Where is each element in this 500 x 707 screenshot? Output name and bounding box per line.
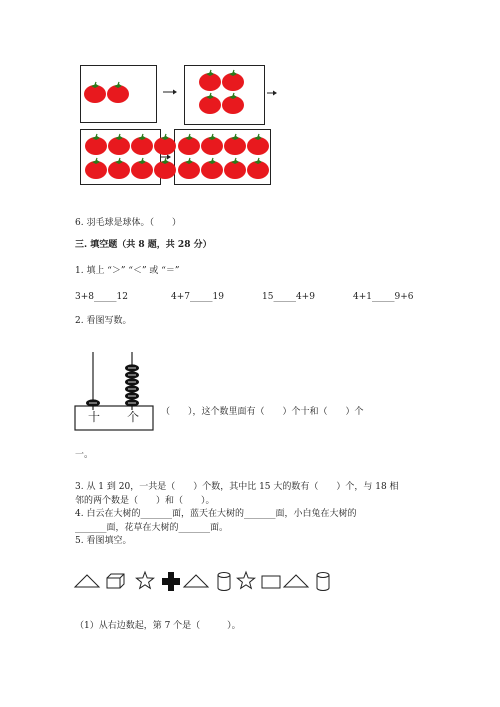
q4-line1: 4. 白云在大树的_______面，蓝天在大树的_______面，小白兔在大树的 [75, 509, 357, 519]
tomato-icon [224, 134, 246, 155]
tomato-icon [178, 134, 200, 155]
q1-item: 3+8_____12 [75, 292, 128, 302]
tomato-icon [201, 134, 223, 155]
triangle-icon [75, 575, 99, 587]
triangle-icon [284, 575, 308, 587]
abacus-label-ones: 个 [127, 410, 140, 424]
tomato-icon [178, 158, 200, 179]
tomato-icon [85, 134, 107, 155]
abacus [72, 352, 162, 432]
q5-title: 5. 看图填空。 [75, 536, 132, 546]
cylinder-icon [317, 573, 329, 591]
star-icon [237, 572, 254, 588]
cylinder-icon [218, 573, 230, 591]
q1-item: 4+1_____9+6 [353, 292, 414, 302]
q2-title: 2. 看图写数。 [75, 316, 132, 326]
q5-sub1: （1）从右边数起，第 7 个是（ ）。 [75, 621, 241, 631]
tomato-icon [131, 158, 153, 179]
tomato-icon [222, 70, 244, 91]
star-icon [136, 572, 153, 588]
q4-line2: _______面，花草在大树的_______面。 [75, 523, 229, 533]
q1-title: 1. 填上 “＞” “＜” 或 “＝” [75, 266, 180, 276]
arrow-icon [267, 88, 287, 98]
tomato-icon [199, 93, 221, 114]
arrow-icon [163, 87, 183, 97]
tomato-illustrations [0, 0, 500, 200]
tomato-icon [131, 134, 153, 155]
section-title: 三. 填空题（共 8 题，共 28 分） [75, 240, 212, 250]
triangle-icon [184, 575, 208, 587]
cuboid-icon [107, 574, 124, 588]
tomato-icon [85, 158, 107, 179]
tomato-icon [84, 82, 106, 103]
rectangle-icon [262, 576, 280, 588]
tomato-icon [247, 134, 269, 155]
cross-icon [162, 572, 180, 591]
tomato-icon [108, 158, 130, 179]
q1-item: 15_____4+9 [262, 292, 315, 302]
shapes-row [74, 570, 344, 594]
q2-text: （ ），这个数里面有（ ）个十和（ ）个 [161, 407, 364, 417]
tomato-icon [222, 93, 244, 114]
tomato-icon [199, 70, 221, 91]
q1-item: 4+7_____19 [171, 292, 224, 302]
q3-line1: 3. 从 1 到 20，一共是（ ）个数，其中比 15 大的数有（ ）个，与 18 相 [75, 482, 399, 492]
arrow-icon [161, 152, 181, 162]
tomato-icon [201, 158, 223, 179]
q2-text-cont: 一。 [75, 450, 94, 460]
question-6: 6. 羽毛球是球体。（ ） [75, 218, 181, 228]
abacus-label-tens: 十 [88, 410, 101, 424]
tomato-icon [224, 158, 246, 179]
tomato-icon [247, 158, 269, 179]
tomato-icon [107, 82, 129, 103]
tomato-icon [108, 134, 130, 155]
q3-line2: 邻的两个数是（ ）和（ ）。 [75, 496, 215, 506]
